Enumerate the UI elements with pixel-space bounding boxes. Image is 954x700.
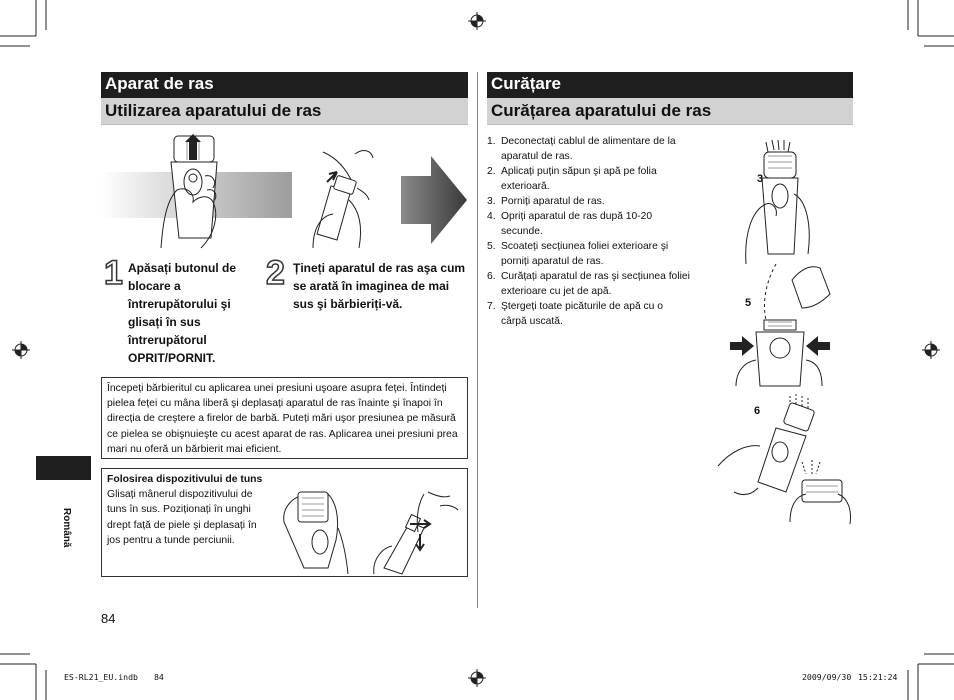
shaving-tips-text: Începeți bărbieritul cu aplicarea unei presiuni uşoare asupra feței. Întindeți pielea feței cu mâna liberă şi deplasați aparatul de ras înainte şi înapoi în direcția de creştere a firelor de barbă. Puteți mări uşor presiunea pe măsură ce pielea se obişnuieşte cu acest aparat de ras. Aplicarea unei presiuni prea mari nu oferă un bărbierit mai eficient. <box>107 383 458 455</box>
shaver-usage-illustration <box>101 130 468 250</box>
cleaning-subsection-title: Curățarea aparatului de ras <box>487 98 853 125</box>
section-title: Aparat de ras <box>101 72 468 98</box>
cleaning-step-5-illustration <box>726 262 836 386</box>
step-1-number: 1 <box>104 254 123 292</box>
footer-date: 2009/09/30 <box>802 672 852 682</box>
footer-file: ES-RL21_EU.indb <box>64 672 138 682</box>
list-item: 1. Deconectați cablul de alimentare de la aparatul de ras. <box>487 136 676 162</box>
registration-mark-icon <box>468 12 486 30</box>
subsection-title: Utilizarea aparatului de ras <box>101 98 468 125</box>
cleaning-steps-list <box>487 134 717 329</box>
list-item: 3. Porniți aparatul de ras. <box>487 196 605 207</box>
step-2-text: Țineți aparatul de ras aşa cum se arată în imaginea de mai sus şi bărbieriți-vă. <box>293 261 466 311</box>
list-item: 4. Opriți aparatul de ras după 10-20 secunde. <box>487 211 653 237</box>
language-tab <box>36 456 91 480</box>
cleaning-step-3-illustration <box>732 134 822 264</box>
cleaning-step-6-illustration <box>716 392 856 532</box>
cleaning-section-title: Curățare <box>487 72 853 98</box>
registration-mark-icon <box>922 341 940 359</box>
list-item: 5. Scoateți secțiunea foliei exterioare şi porniți aparatul de ras. <box>487 241 669 267</box>
page-number: 84 <box>101 611 116 626</box>
footer-time: 15:21:24 <box>858 672 898 682</box>
column-divider <box>477 72 478 608</box>
step-1-text: Apăsați butonul de blocare a întrerupătorului şi glisați în sus întrerupătorul OPRIT/PORNIT. <box>128 261 236 365</box>
list-item: 2. Aplicați puțin săpun şi apă pe folia exterioară. <box>487 166 657 192</box>
trimmer-illustration <box>278 488 466 574</box>
figure-label-5: 5 <box>745 297 752 309</box>
registration-mark-icon <box>468 669 486 687</box>
trimmer-text: Glisați mânerul dispozitivului de tuns în sus. Poziționați în unghi drept față de piele şi deplasați în jos pentru a tunde perciunii. <box>107 489 257 546</box>
step-2-number: 2 <box>266 254 285 292</box>
figure-label-3: 3 <box>757 173 764 185</box>
footer-page: 84 <box>154 672 164 682</box>
shaving-tips-box <box>101 377 468 459</box>
registration-mark-icon <box>12 341 30 359</box>
trimmer-title: Folosirea dispozitivului de tuns <box>107 474 263 485</box>
figure-label-6: 6 <box>754 405 761 417</box>
language-tab-label: Română <box>61 508 72 548</box>
list-item: 6. Curățați aparatul de ras şi secțiunea foliei exterioare cu jet de apă. <box>487 271 690 297</box>
list-item: 7. Ştergeți toate picăturile de apă cu o cârpă uscată. <box>487 301 663 327</box>
